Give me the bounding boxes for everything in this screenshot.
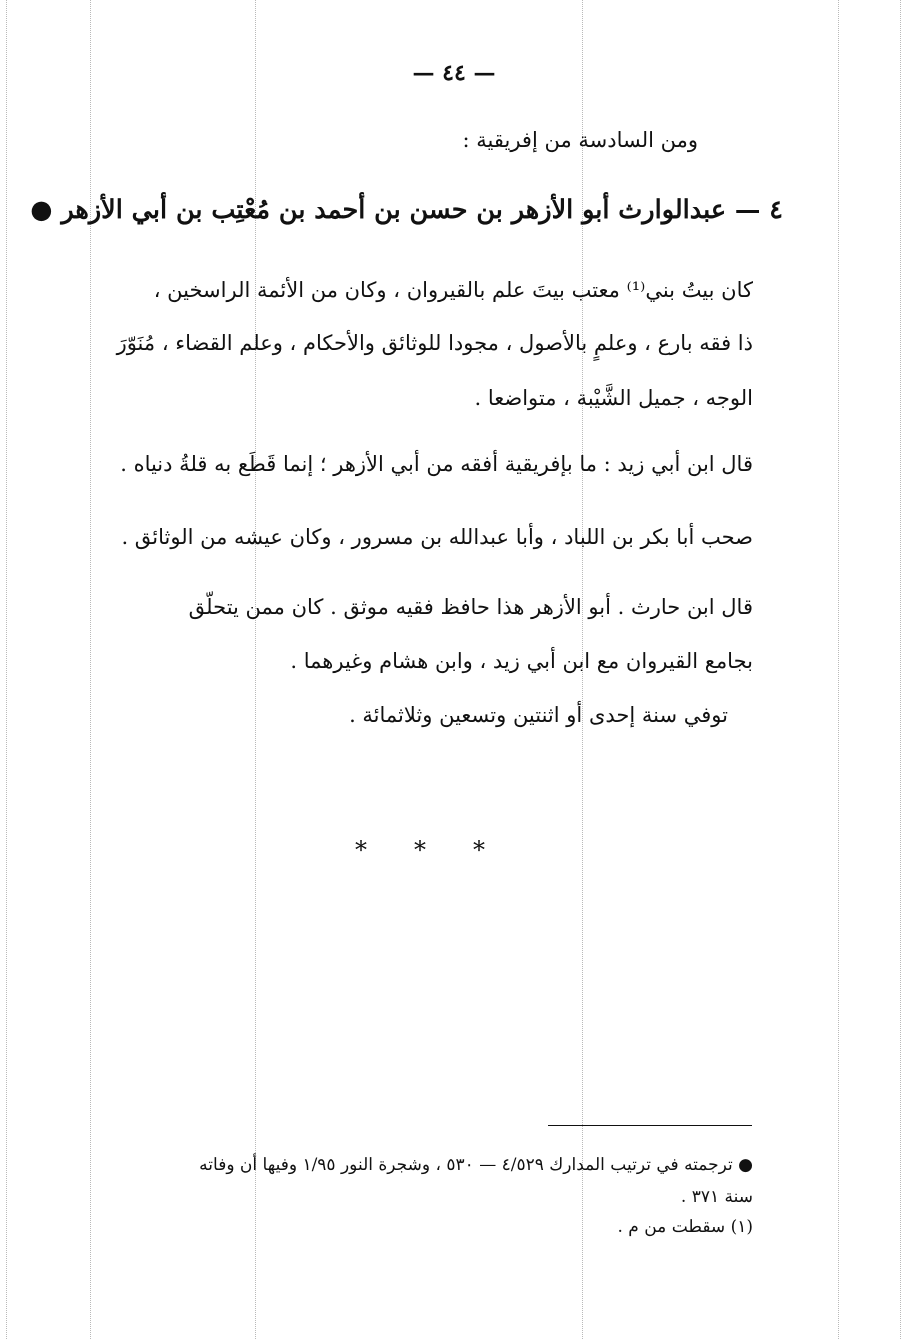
section-heading: ومن السادسة من إفريقية : (462, 128, 698, 152)
separator-star: * (414, 836, 426, 864)
separator-star: * (473, 836, 485, 864)
paragraph-line: قال ابن حارث . أبو الأزهر هذا حافظ فقيه موثق . كان ممن يتحلّق (188, 595, 753, 619)
section-separator (355, 838, 485, 862)
scan-guide-line (900, 0, 901, 1339)
paragraph-line: الوجه ، جميل الشَّيْبة ، متواضعا . (474, 386, 753, 410)
paragraph-line: ذا فقه بارع ، وعلمٍ بالأصول ، مجودا للوثائق والأحكام ، وعلم القضاء ، مُنَوّرَ (116, 331, 753, 355)
footnote-line: ● ترجمته في ترتيب المدارك ٤/٥٢٩ — ٥٣٠ ، وشجرة النور ١/٩٥ وفيها أن وفاته (199, 1155, 753, 1175)
paragraph-line: قال ابن أبي زيد : ما بإفريقية أفقه من أبي الأزهر ؛ إنما قَطَع به قلةُ دنياه . (120, 452, 753, 476)
scan-guide-line (838, 0, 839, 1339)
paragraph-line: توفي سنة إحدى أو اثنتين وتسعين وثلاثمائة . (349, 703, 728, 727)
footnote-line: (١) سقطت من م . (617, 1217, 753, 1237)
paragraph-line: صحب أبا بكر بن اللباد ، وأبا عبدالله بن مسرور ، وكان عيشه من الوثائق . (121, 525, 753, 549)
scan-guide-line (6, 0, 7, 1339)
paragraph-line: كان بيتُ بني⁽¹⁾ معتب بيتَ علم بالقيروان ، وكان من الأئمة الراسخين ، (153, 278, 753, 302)
entry-heading: ٤ — عبدالوارث أبو الأزهر بن حسن بن أحمد بن مُعْتِب بن أبي الأزهر ● (30, 195, 783, 225)
footnote-rule (548, 1125, 752, 1126)
paragraph-line: بجامع القيروان مع ابن أبي زيد ، وابن هشام وغيرهما . (290, 649, 753, 673)
footnote-line: سنة ٣٧١ . (680, 1187, 753, 1207)
separator-star: * (355, 836, 367, 864)
page-number: — ٤٤ — (412, 60, 496, 86)
